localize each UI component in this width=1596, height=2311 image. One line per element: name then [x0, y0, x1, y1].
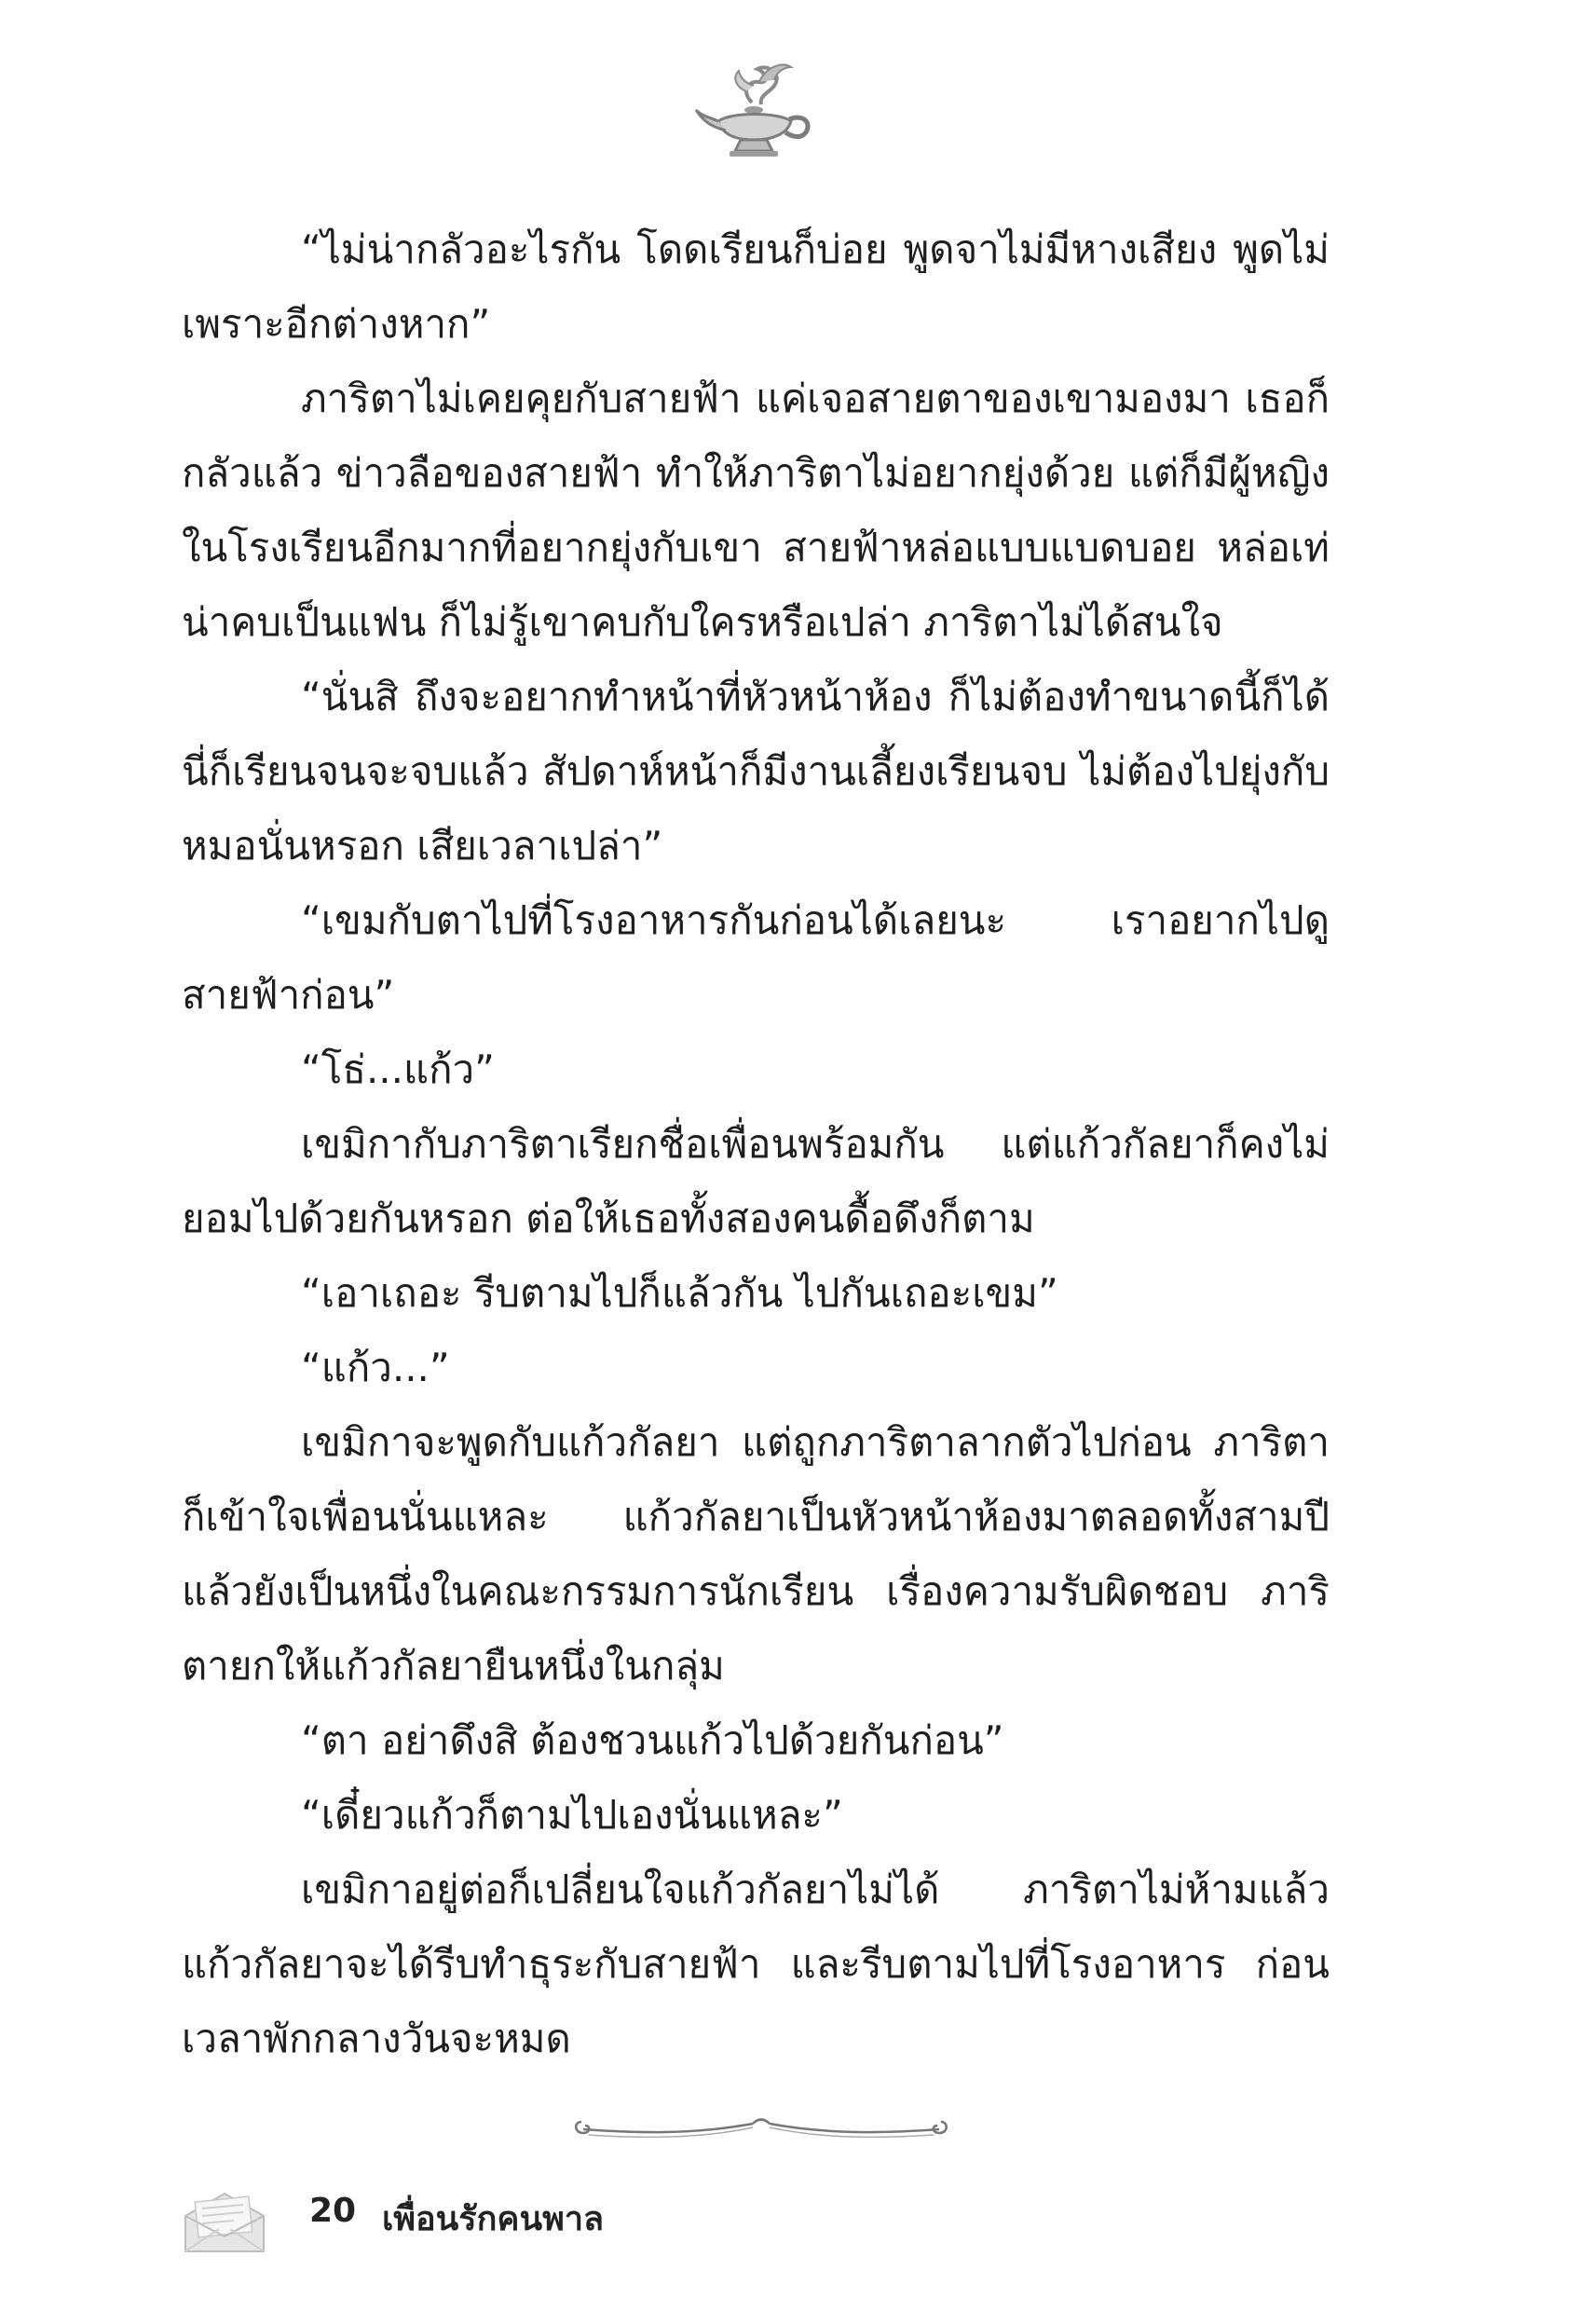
magic-lamp-ornament-icon [694, 54, 815, 164]
paragraph: “เอาเถอะ รีบตามไปก็แล้วกัน ไปกันเถอะเขม” [301, 1270, 1058, 1316]
envelope-letter-icon [182, 2188, 267, 2255]
paragraph: “ไม่น่ากลัวอะไรกัน โดดเรียนก็บ่อย พูดจาไม่มีหางเสียง พูดไม่เพราะอีกต่างหาก” [182, 226, 1330, 347]
paragraph: ภาริตาไม่เคยคุยกับสายฟ้า แค่เจอสายตาของเขามองมา เธอก็กลัวแล้ว ข่าวลือของสายฟ้า ทำให้ภาริตาไม่อยากยุ่งด้วย แต่ก็มีผู้หญิงในโรงเรียนอีกมากที่อยากยุ่งกับเขา สายฟ้าหล่อแบบแบดบอย หล่อเท่น่าคบเป็นแฟน ก็ไม่รู้เขาคบกับใครหรือเปล่า ภาริตาไม่ได้สนใจ [182, 376, 1330, 645]
paragraph: “เดี๋ยวแก้วก็ตามไปเองนั่นแหละ” [301, 1792, 843, 1838]
scroll-divider-ornament-icon [570, 2101, 952, 2148]
paragraph: เขมิกากับภาริตาเรียกชื่อเพื่อนพร้อมกัน แต่แก้วกัลยาก็คงไม่ยอมไปด้วยกันหรอก ต่อให้เธอทั้งสองคนดื้อดึงก็ตาม [182, 1121, 1330, 1241]
page-number: 20 [309, 2192, 357, 2230]
paragraph: “โธ่...แก้ว” [301, 1046, 495, 1092]
paragraph: เขมิกาอยู่ต่อก็เปลี่ยนใจแก้วกัลยาไม่ได้ ภาริตาไม่ห้ามแล้ว แก้วกัลยาจะได้รีบทำธุระกับสายฟ้า และรีบตามไปที่โรงอาหาร ก่อนเวลาพักกลางวันจะหมด [182, 1867, 1330, 2061]
body-text [182, 212, 1330, 2076]
paragraph: “เขมกับตาไปที่โรงอาหารกันก่อนได้เลยนะ เราอยากไปดูสายฟ้าก่อน” [182, 897, 1330, 1018]
paragraph: “แก้ว...” [301, 1345, 450, 1390]
paragraph: “ตา อย่าดึงสิ ต้องชวนแก้วไปด้วยกันก่อน” [301, 1717, 1004, 1763]
paragraph: “นั่นสิ ถึงจะอยากทำหน้าที่หัวหน้าห้อง ก็ไม่ต้องทำขนาดนี้ก็ได้ นี่ก็เรียนจนจะจบแล้ว สัปดาห์หน้าก็มีงานเลี้ยงเรียนจบ ไม่ต้องไปยุ่งกับหมอนั่นหรอก เสียเวลาเปล่า” [182, 674, 1330, 868]
book-title: เพื่อนรักคนพาล [382, 2200, 605, 2238]
paragraph: เขมิกาจะพูดกับแก้วกัลยา แต่ถูกภาริตาลากตัวไปก่อน ภาริตาก็เข้าใจเพื่อนนั่นแหละ แก้วกัลยาเป็นหัวหน้าห้องมาตลอดทั้งสามปี แล้วยังเป็นหนึ่งในคณะกรรมการนักเรียน เรื่องความรับผิดชอบ ภาริตายกให้แก้วกัลยายืนหนึ่งในกลุ่ม [182, 1419, 1330, 1689]
